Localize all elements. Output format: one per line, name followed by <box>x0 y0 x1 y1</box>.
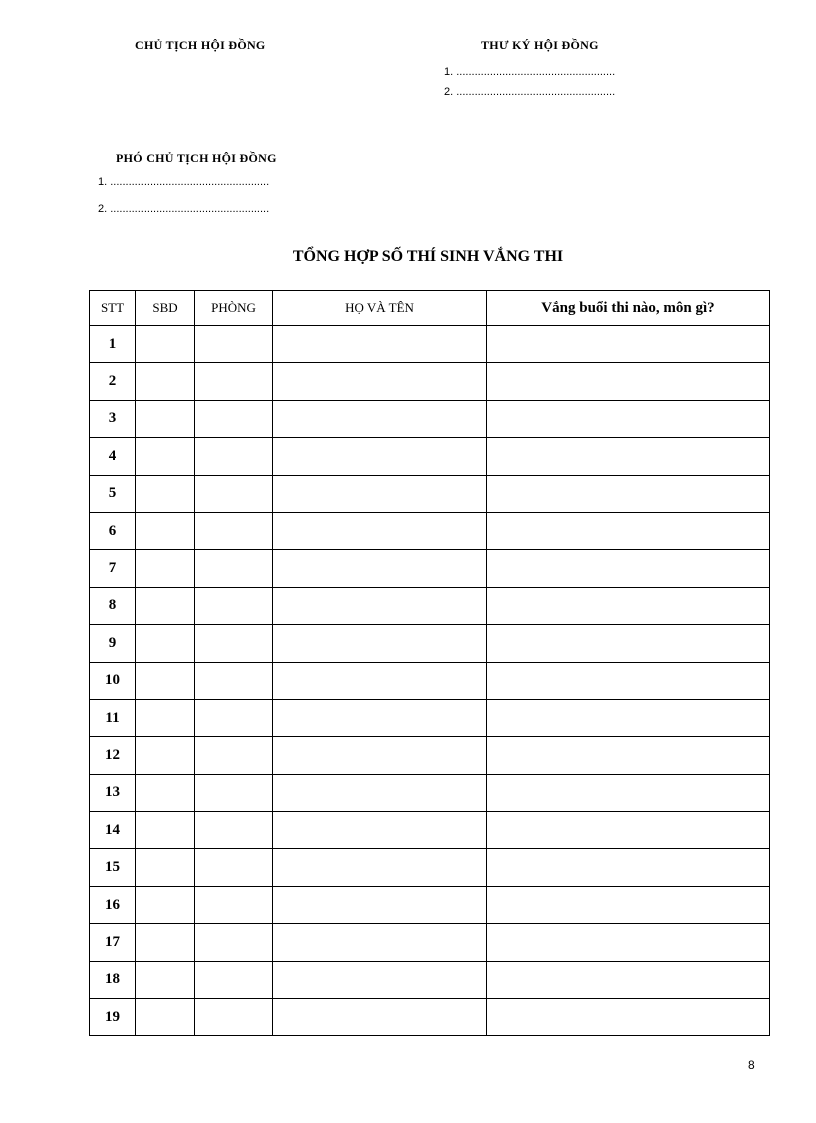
vang-buoi-thi-cell <box>487 699 770 736</box>
ho-va-ten-cell <box>273 737 487 774</box>
table-row <box>90 849 770 886</box>
phong-cell <box>195 400 273 437</box>
vice-chairman-title: PHÓ CHỦ TỊCH HỘI ĐỒNG <box>116 151 277 165</box>
phong-cell <box>195 326 273 363</box>
vice-chairman-line-1: 1. .................................................... <box>98 176 270 188</box>
table-row <box>90 924 770 961</box>
phong-cell <box>195 550 273 587</box>
sbd-cell <box>136 699 195 736</box>
phong-cell <box>195 587 273 624</box>
vang-buoi-thi-cell <box>487 512 770 549</box>
sbd-cell <box>136 550 195 587</box>
stt-cell: 13 <box>90 774 136 811</box>
phong-cell <box>195 924 273 961</box>
vang-buoi-thi-cell <box>487 550 770 587</box>
stt-cell: 15 <box>90 849 136 886</box>
phong-cell <box>195 363 273 400</box>
vang-buoi-thi-cell <box>487 924 770 961</box>
ho-va-ten-cell <box>273 849 487 886</box>
ho-va-ten-cell <box>273 363 487 400</box>
phong-cell <box>195 849 273 886</box>
secretary-title: THƯ KÝ HỘI ĐỒNG <box>481 38 599 52</box>
phong-cell <box>195 886 273 923</box>
vang-buoi-thi-cell <box>487 774 770 811</box>
ho-va-ten-cell <box>273 400 487 437</box>
vang-buoi-thi-cell <box>487 886 770 923</box>
phong-cell <box>195 737 273 774</box>
vang-buoi-thi-cell <box>487 363 770 400</box>
sbd-cell <box>136 363 195 400</box>
absentee-table <box>89 290 770 1036</box>
stt-cell: 6 <box>90 512 136 549</box>
stt-cell: 10 <box>90 662 136 699</box>
stt-cell: 8 <box>90 587 136 624</box>
table-row <box>90 812 770 849</box>
stt-cell: 11 <box>90 699 136 736</box>
document-title: TỔNG HỢP SỐ THÍ SINH VẮNG THI <box>292 248 564 265</box>
stt-cell: 5 <box>90 475 136 512</box>
stt-cell: 7 <box>90 550 136 587</box>
table-row <box>90 999 770 1036</box>
vang-buoi-thi-cell <box>487 625 770 662</box>
header-stt: STT <box>90 291 136 326</box>
ho-va-ten-cell <box>273 625 487 662</box>
phong-cell <box>195 512 273 549</box>
sbd-cell <box>136 924 195 961</box>
vang-buoi-thi-cell <box>487 812 770 849</box>
stt-cell: 1 <box>90 326 136 363</box>
stt-cell: 17 <box>90 924 136 961</box>
vang-buoi-thi-cell <box>487 400 770 437</box>
table-row <box>90 625 770 662</box>
secretary-line-2: 2. .................................................... <box>444 86 616 98</box>
phong-cell <box>195 625 273 662</box>
table-row <box>90 699 770 736</box>
table-row <box>90 662 770 699</box>
sbd-cell <box>136 774 195 811</box>
vang-buoi-thi-cell <box>487 326 770 363</box>
table-header-row <box>90 291 770 326</box>
stt-cell: 4 <box>90 438 136 475</box>
ho-va-ten-cell <box>273 999 487 1036</box>
page-number: 8 <box>748 1058 755 1072</box>
stt-cell: 18 <box>90 961 136 998</box>
table-row <box>90 438 770 475</box>
table-row <box>90 774 770 811</box>
header-ho-va-ten: HỌ VÀ TÊN <box>273 291 487 326</box>
ho-va-ten-cell <box>273 326 487 363</box>
ho-va-ten-cell <box>273 587 487 624</box>
stt-cell: 9 <box>90 625 136 662</box>
sbd-cell <box>136 625 195 662</box>
sbd-cell <box>136 886 195 923</box>
ho-va-ten-cell <box>273 961 487 998</box>
stt-cell: 2 <box>90 363 136 400</box>
stt-cell: 19 <box>90 999 136 1036</box>
phong-cell <box>195 774 273 811</box>
table-row <box>90 400 770 437</box>
header-phong: PHÒNG <box>195 291 273 326</box>
table-row <box>90 587 770 624</box>
sbd-cell <box>136 737 195 774</box>
stt-cell: 14 <box>90 812 136 849</box>
ho-va-ten-cell <box>273 438 487 475</box>
vang-buoi-thi-cell <box>487 849 770 886</box>
vang-buoi-thi-cell <box>487 737 770 774</box>
sbd-cell <box>136 512 195 549</box>
phong-cell <box>195 438 273 475</box>
secretary-line-1: 1. .................................................... <box>444 66 616 78</box>
ho-va-ten-cell <box>273 774 487 811</box>
sbd-cell <box>136 812 195 849</box>
sbd-cell <box>136 849 195 886</box>
ho-va-ten-cell <box>273 512 487 549</box>
stt-cell: 16 <box>90 886 136 923</box>
table-row <box>90 961 770 998</box>
sbd-cell <box>136 662 195 699</box>
chairman-title: CHỦ TỊCH HỘI ĐỒNG <box>135 38 266 52</box>
vang-buoi-thi-cell <box>487 587 770 624</box>
ho-va-ten-cell <box>273 475 487 512</box>
phong-cell <box>195 475 273 512</box>
phong-cell <box>195 662 273 699</box>
table-row <box>90 886 770 923</box>
sbd-cell <box>136 400 195 437</box>
sbd-cell <box>136 961 195 998</box>
phong-cell <box>195 999 273 1036</box>
vang-buoi-thi-cell <box>487 999 770 1036</box>
vang-buoi-thi-cell <box>487 961 770 998</box>
table-row <box>90 363 770 400</box>
ho-va-ten-cell <box>273 550 487 587</box>
ho-va-ten-cell <box>273 812 487 849</box>
ho-va-ten-cell <box>273 662 487 699</box>
vang-buoi-thi-cell <box>487 438 770 475</box>
table-row <box>90 326 770 363</box>
sbd-cell <box>136 438 195 475</box>
sbd-cell <box>136 587 195 624</box>
stt-cell: 12 <box>90 737 136 774</box>
stt-cell: 3 <box>90 400 136 437</box>
table-row <box>90 512 770 549</box>
vice-chairman-line-2: 2. .................................................... <box>98 203 270 215</box>
phong-cell <box>195 699 273 736</box>
header-vang-buoi-thi: Vắng buổi thi nào, môn gì? <box>487 291 770 326</box>
header-sbd: SBD <box>136 291 195 326</box>
ho-va-ten-cell <box>273 924 487 961</box>
phong-cell <box>195 812 273 849</box>
table-row <box>90 737 770 774</box>
vang-buoi-thi-cell <box>487 475 770 512</box>
vang-buoi-thi-cell <box>487 662 770 699</box>
sbd-cell <box>136 475 195 512</box>
phong-cell <box>195 961 273 998</box>
sbd-cell <box>136 326 195 363</box>
table-row <box>90 550 770 587</box>
sbd-cell <box>136 999 195 1036</box>
table-row <box>90 475 770 512</box>
ho-va-ten-cell <box>273 886 487 923</box>
ho-va-ten-cell <box>273 699 487 736</box>
